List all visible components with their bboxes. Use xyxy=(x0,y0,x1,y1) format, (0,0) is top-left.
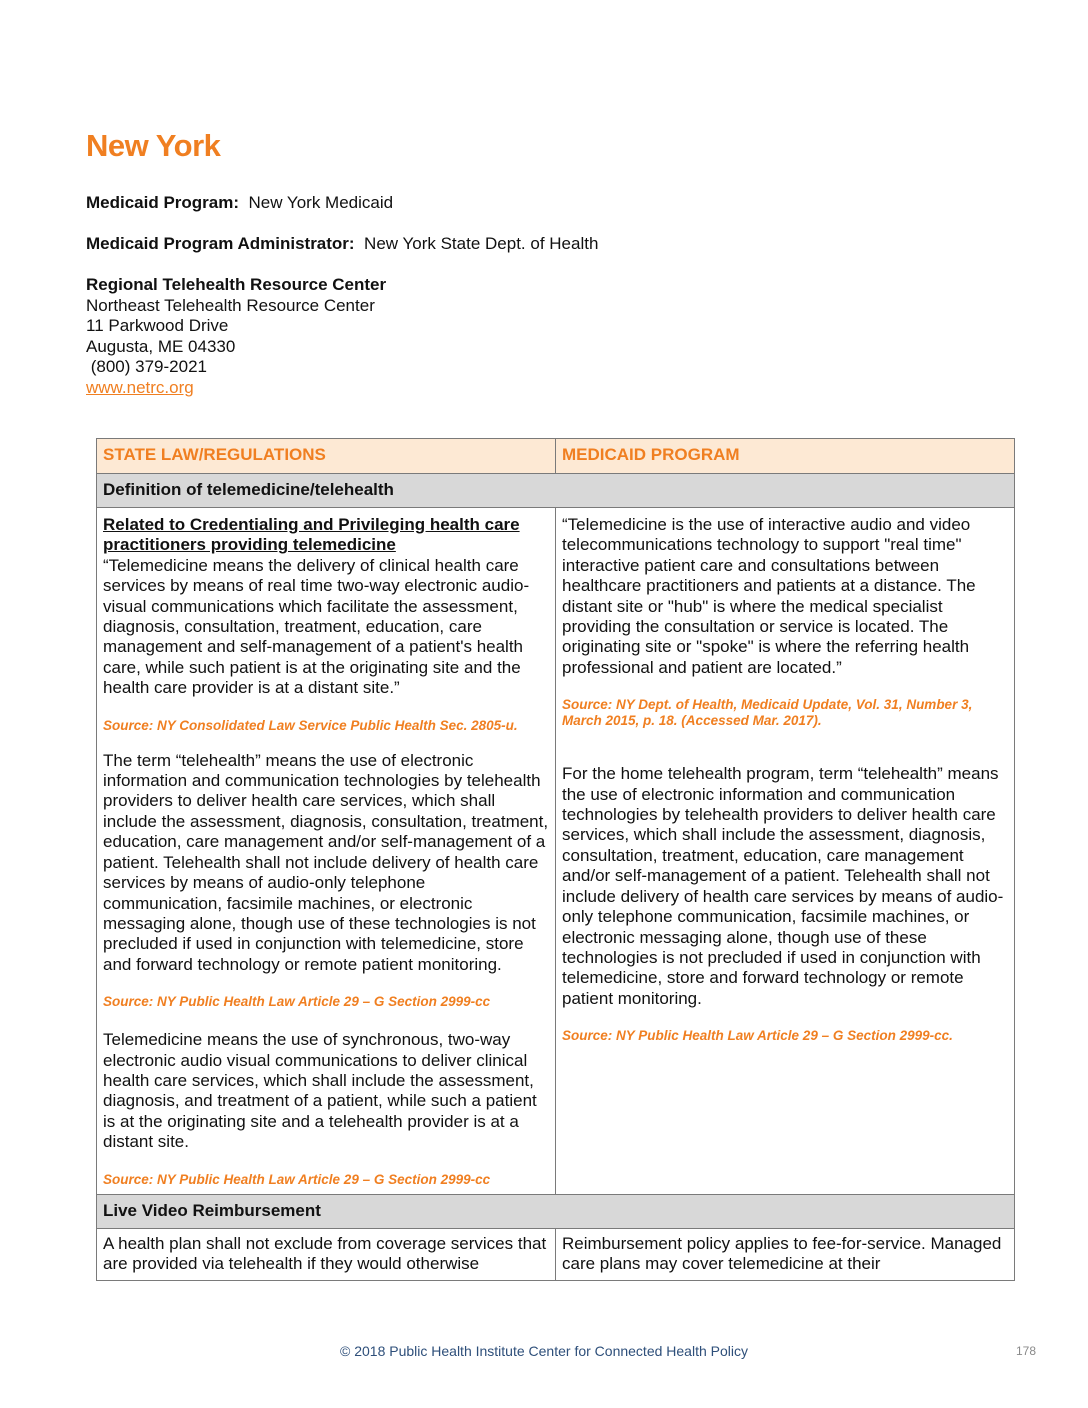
live-video-medicaid-para: Reimbursement policy applies to fee-for-service. Managed care plans may cover telemedicine at their xyxy=(562,1233,1002,1273)
definition-subheading: Related to Credentialing and Privileging health care practitioners providing telemedicine xyxy=(103,515,520,555)
live-video-state-law-cell xyxy=(97,1228,556,1281)
telehealth-policy-table xyxy=(96,438,1015,1281)
header-state-law: STATE LAW/REGULATIONS xyxy=(97,439,556,474)
medicaid-program-label: Medicaid Program: xyxy=(86,193,240,212)
definition-medicaid-source-2: Source: NY Public Health Law Article 29 – G Section 2999-cc. xyxy=(562,1028,953,1044)
section-row-live-video xyxy=(97,1194,1015,1228)
definition-medicaid-source-1: Source: NY Dept. of Health, Medicaid Update, Vol. 31, Number 3, March 2015, p. 18. (Accessed Mar. 2017). xyxy=(562,697,973,729)
section-title-live-video: Live Video Reimbursement xyxy=(97,1194,1015,1228)
definition-medicaid-para-2: For the home telehealth program, term “telehealth” means the use of electronic information and communication technologies by telehealth providers to deliver health care services, which shall include the assessment, diagnosis, consultation, treatment, education, care management and/or self-management of a patient. Telehealth shall not include delivery of health care services by means of audio-only telephone communication, facsimile machines, or electronic messaging alone, though use of these technologies is not precluded if used in conjunction with telemedicine, store and forward technology or remote patient monitoring. xyxy=(562,764,1004,1008)
resource-center-street: 11 Parkwood Drive xyxy=(86,316,229,335)
page-number: 178 xyxy=(1016,1344,1037,1358)
definition-state-source-2: Source: NY Public Health Law Article 29 – G Section 2999-cc xyxy=(103,994,491,1010)
resource-center-heading: Regional Telehealth Resource Center xyxy=(86,275,387,294)
definition-state-law-cell xyxy=(97,508,556,1195)
live-video-state-para: A health plan shall not exclude from coverage services that are provided via telehealth if they would otherwise xyxy=(103,1233,547,1273)
medicaid-program-line xyxy=(86,193,393,214)
definition-state-para-2: The term “telehealth” means the use of electronic information and communication technologies by telehealth providers to deliver health care services, which shall include the assessment, diagnosis, consultation, treatment, education, care management and/or self-management of a patient. Telehealth shall not include delivery of health care services by means of audio-only telephone communication, facsimile machines, or electronic messaging alone, though use of these technologies is not precluded if used in conjunction with telemedicine, store and forward technology or remote patient monitoring. xyxy=(103,750,549,974)
definition-state-para-1: “Telemedicine means the delivery of clinical health care services by means of real time two-way electronic audio-visual communications which facilitate the assessment, diagnosis, consultation, treatment, education, care management and self-management of a patient's health care, while such patient is at the originating site and the health care provider is at a distant site.” xyxy=(103,555,530,698)
section-row-definition xyxy=(97,474,1015,508)
medicaid-program-value: New York Medicaid xyxy=(248,193,394,212)
definition-state-source-3: Source: NY Public Health Law Article 29 – G Section 2999-cc xyxy=(103,1171,491,1187)
definition-state-para-3: Telemedicine means the use of synchronous, two-way electronic audio visual communications to deliver clinical health care services, which shall include the assessment, diagnosis, and treatment of a patient, while such a patient is at the originating site and a telehealth provider is at a distant site. xyxy=(103,1030,537,1152)
administrator-line xyxy=(86,234,598,255)
resource-center-website-link[interactable]: www.netrc.org xyxy=(86,377,194,397)
header-medicaid-program: MEDICAID PROGRAM xyxy=(556,439,1015,474)
definition-medicaid-cell xyxy=(556,508,1015,1195)
resource-center-block xyxy=(86,275,386,398)
definition-state-source-1: Source: NY Consolidated Law Service Public Health Sec. 2805-u. xyxy=(103,717,518,733)
section-title-definition: Definition of telemedicine/telehealth xyxy=(97,474,1015,508)
table-header-row xyxy=(97,439,1015,474)
resource-center-city: Augusta, ME 04330 xyxy=(86,336,236,356)
page-title: New York xyxy=(86,128,221,163)
resource-center-name: Northeast Telehealth Resource Center xyxy=(86,295,375,315)
administrator-label: Medicaid Program Administrator: xyxy=(86,234,355,253)
table-row-definition xyxy=(97,508,1015,1195)
administrator-value: New York State Dept. of Health xyxy=(364,234,599,253)
definition-medicaid-para-1: “Telemedicine is the use of interactive audio and video telecommunications technology to support "real time" interactive patient care and consultations between healthcare practitioners and patients at a distance. The distant site or "hub" is where the medical specialist providing the consultation or service is located. The originating site or "spoke" is where the referring health professional and patient are located.” xyxy=(562,515,976,677)
table-row-live-video xyxy=(97,1228,1015,1281)
live-video-medicaid-cell xyxy=(556,1228,1015,1281)
footer-copyright: © 2018 Public Health Institute Center for Connected Health Policy xyxy=(340,1343,748,1359)
resource-center-phone: (800) 379-2021 xyxy=(86,357,207,376)
